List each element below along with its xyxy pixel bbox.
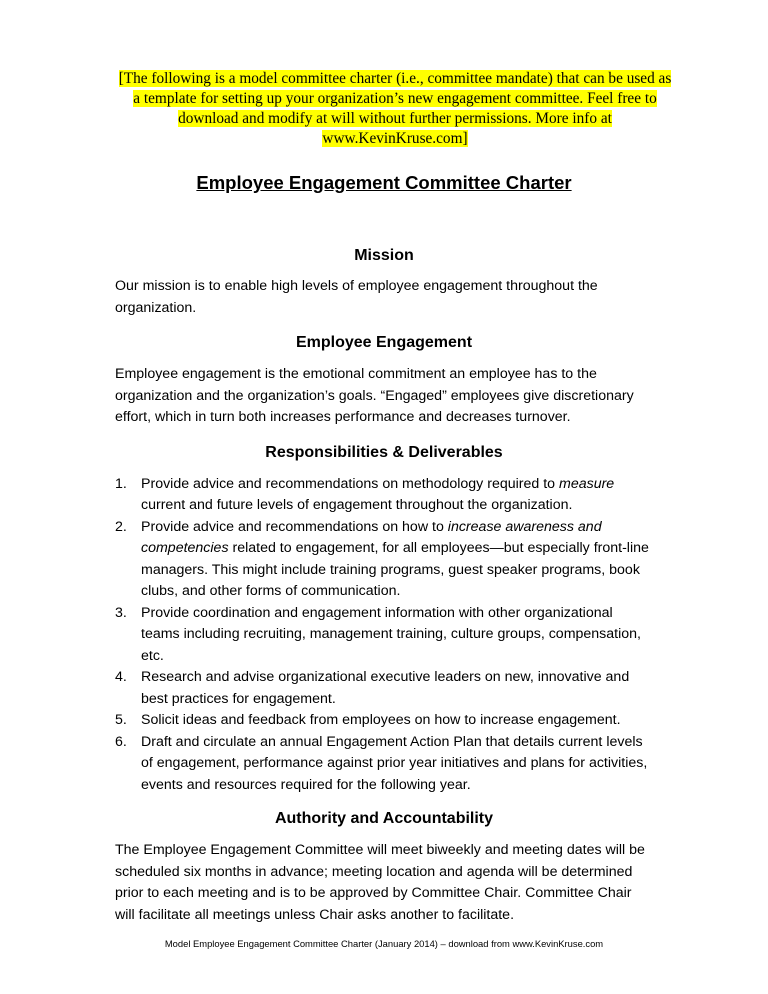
list-number: 6.	[115, 733, 127, 750]
list-emphasis: increase awareness and competencies	[141, 518, 602, 556]
list-item	[115, 603, 653, 668]
list-text: Provide coordination and engagement information with other organizational teams including recruiting, management training, culture groups, compensation, etc.	[141, 604, 641, 664]
list-number: 4.	[115, 669, 127, 685]
list-text: Research and advise organizational executive leaders on new, innovative and best practices for engagement.	[141, 669, 630, 707]
list-emphasis: measure	[559, 475, 615, 492]
list-text: Draft and circulate an annual Engagement Action Plan that details current levels of engagement, performance against prior year initiatives and plans for activities, events and resources required for the following year.	[141, 733, 648, 793]
responsibilities-heading: Responsibilities & Deliverables	[265, 443, 503, 461]
list-number: 5.	[115, 712, 127, 728]
list-number: 3.	[115, 604, 127, 621]
list-text: current and future levels of engagement throughout the organization.	[141, 497, 573, 513]
engagement-heading: Employee Engagement	[295, 334, 473, 351]
list-item	[115, 732, 653, 797]
list-number: 1.	[115, 475, 127, 492]
list-text: Solicit ideas and feedback from employees on how to increase engagement.	[141, 712, 621, 728]
mission-text: Our mission is to enable high levels of employee engagement throughout the organization.	[115, 278, 598, 316]
intro-highlight: [The following is a model committee charter (i.e., committee mandate) that can be used as a template for setting up your organization’s new engagement committee. Feel free to download and modify at will without further permissions. More info at www.KevinKruse.com]	[118, 70, 672, 147]
authority-text: The Employee Engagement Committee will meet biweekly and meeting dates will be scheduled six months in advance; meeting location and agenda will be determined prior to each meeting and is to be approved by Committee Chair. Committee Chair will facilitate all meetings unless Chair asks another to facilitate.	[115, 842, 645, 923]
responsibilities-list	[115, 474, 653, 797]
page-footer: Model Employee Engagement Committee Charter (January 2014) – download from www.KevinKruse.com	[164, 938, 604, 949]
list-item	[115, 667, 653, 710]
engagement-text: Employee engagement is the emotional commitment an employee has to the organization and the organization’s goals. “Engaged” employees give discretionary effort, which in turn both increases performance and decreases turnover.	[115, 366, 634, 425]
list-item	[115, 710, 653, 732]
list-text: related to engagement, for all employees—but especially front-line managers. This might include training programs, guest speaker programs, book clubs, and other forms of communication.	[141, 540, 649, 599]
list-number: 2.	[115, 518, 127, 535]
mission-heading: Mission	[354, 247, 414, 264]
list-item	[115, 474, 653, 517]
list-item	[115, 517, 653, 603]
list-text: Provide advice and recommendations on how to	[141, 518, 448, 535]
list-text: Provide advice and recommendations on methodology required to	[141, 475, 559, 492]
authority-heading: Authority and Accountability	[274, 810, 494, 827]
intro-note	[115, 69, 675, 149]
document-title: Employee Engagement Committee Charter	[196, 172, 572, 193]
